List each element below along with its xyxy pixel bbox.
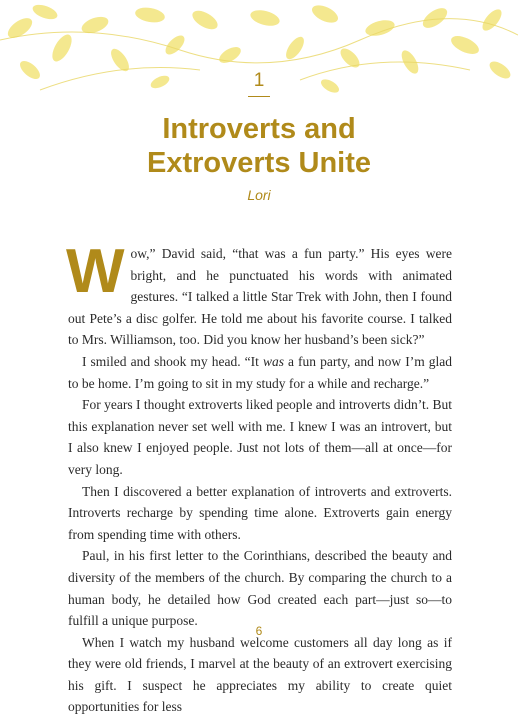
chapter-title [0, 112, 518, 180]
chapter-author: Lori [247, 187, 271, 203]
paragraph-5: Paul, in his first letter to the Corinthians, described the beauty and diversity of the members of the church. By comparing the church to a human body, he detailed how God created each part—just so—to fulfill a unique purpose. [68, 548, 452, 629]
paragraph-2-text-a: I smiled and shook my head. “It [82, 353, 263, 369]
chapter-body [66, 237, 452, 718]
paragraph-1 [66, 237, 452, 351]
page-number: 6 [255, 624, 263, 638]
chapter-number-block [0, 70, 518, 97]
paragraph-4: Then I discovered a better explanation of introverts and extroverts. Introverts recharge by spending time alone. Extroverts gain energy from spending time with others. [68, 483, 452, 542]
drop-cap: W [66, 237, 125, 306]
paragraph-2-emphasis: was [262, 353, 284, 369]
paragraph-3: For years I thought extroverts liked people and introverts didn’t. But this explanation never set well with me. I knew I was an introvert, but I also knew I enjoyed people. Just not lots of them—all at once—for very long. [68, 397, 452, 477]
chapter-title-line1: Introverts and [162, 113, 356, 145]
paragraph-2 [68, 351, 452, 394]
paragraph-2-text-b: a fun party, and now I’m glad to be home. I’m going to sit in my study for a while and recharge.” [68, 353, 452, 391]
paragraph-1-text: ow,” David said, “that was a fun party.” His eyes were bright, and he punctuated his words with animated gestures. “I talked a little Star Trek with John, then I found out Pete’s a disc golfer. He told me about his favorite course. I talked to Mrs. Williamson, too. Did you know her husband’s been sick?” [68, 246, 452, 348]
paragraph-6: When I watch my husband welcome customers all day long as if they were old friends, I marvel at the beauty of an extrovert exercising his gift. I suspect he appreciates my ability to create quiet opportunities for less [68, 634, 452, 715]
chapter-title-line2: Extroverts Unite [146, 147, 371, 179]
chapter-number: 1 [248, 70, 271, 97]
